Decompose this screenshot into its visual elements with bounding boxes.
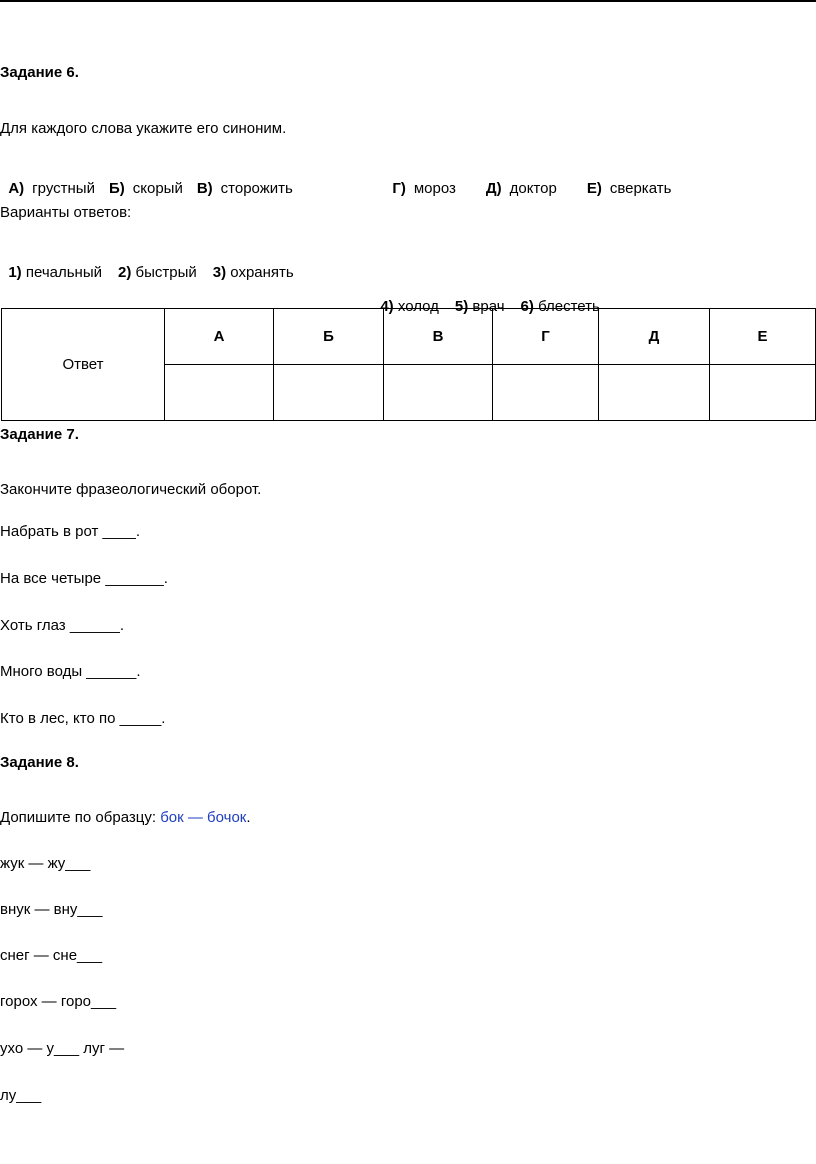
word-letter-v: В) — [196, 180, 213, 197]
variant-num-5: 5) — [454, 298, 469, 315]
task6-words-row-2 — [384, 162, 671, 198]
task8-item-5: ухо — у___ луг — — [0, 1040, 125, 1057]
answer-table — [1, 308, 816, 421]
word-v: сторожить — [220, 180, 293, 197]
task6-instruction: Для каждого слова укажите его синоним. — [0, 120, 287, 137]
word-d: доктор — [509, 180, 557, 197]
word-b: скорый — [132, 180, 183, 197]
task8-item-1: жук — жу___ — [0, 855, 91, 872]
word-letter-d: Д) — [485, 180, 502, 197]
variant-6: блестеть — [538, 298, 600, 315]
answer-cell-e[interactable] — [710, 365, 816, 421]
variant-num-4: 4) — [380, 298, 394, 315]
task8-item-6: лу___ — [0, 1087, 42, 1104]
answer-cell-v[interactable] — [384, 365, 493, 421]
word-letter-b: Б) — [108, 180, 125, 197]
answer-header-e: Е — [710, 309, 816, 365]
top-rule — [0, 0, 816, 2]
answer-cell-g[interactable] — [493, 365, 599, 421]
variant-num-1: 1) — [8, 264, 22, 281]
task8-item-2: внук — вну___ — [0, 901, 103, 918]
variant-num-3: 3) — [212, 264, 227, 281]
answer-header-b: Б — [274, 309, 384, 365]
answer-header-a: А — [165, 309, 274, 365]
answer-row-label: Ответ — [2, 309, 165, 421]
task8-example: бок — бочок — [160, 809, 247, 826]
answer-header-v: В — [384, 309, 493, 365]
task7-item-5: Кто в лес, кто по _____. — [0, 710, 166, 727]
variant-num-6: 6) — [520, 298, 534, 315]
variant-4: холод — [397, 298, 439, 315]
task8-instruction-suffix: . — [246, 809, 251, 826]
word-letter-e: Е) — [586, 180, 602, 197]
variant-2: быстрый — [135, 264, 197, 281]
variant-3: охранять — [230, 264, 294, 281]
answer-header-g: Г — [493, 309, 599, 365]
word-e: сверкать — [609, 180, 672, 197]
word-a: грустный — [32, 180, 95, 197]
variant-num-2: 2) — [118, 264, 132, 281]
variant-5: врач — [472, 298, 505, 315]
answer-cell-b[interactable] — [274, 365, 384, 421]
task8-instruction — [0, 809, 251, 827]
task6-variants-row-1 — [0, 246, 294, 282]
variant-1: печальный — [25, 264, 102, 281]
answer-cell-a[interactable] — [165, 365, 274, 421]
task7-item-3: Хоть глаз ______. — [0, 617, 125, 634]
word-letter-a: А) — [8, 180, 25, 197]
answer-cell-d[interactable] — [599, 365, 710, 421]
task8-instruction-prefix: Допишите по образцу: — [0, 809, 161, 826]
task8-item-3: снег — сне___ — [0, 947, 103, 964]
task7-item-1: Набрать в рот ____. — [0, 523, 141, 540]
task7-item-4: Много воды ______. — [0, 663, 141, 680]
task7-instruction: Закончите фразеологический оборот. — [0, 481, 262, 498]
word-letter-g: Г) — [392, 180, 406, 197]
task7-title: Задание 7. — [0, 426, 79, 443]
task6-variants-label: Варианты ответов: — [0, 204, 132, 221]
task7-item-2: На все четыре _______. — [0, 570, 168, 587]
task8-title: Задание 8. — [0, 754, 79, 771]
task8-item-4: горох — горо___ — [0, 993, 117, 1010]
word-g: мороз — [413, 180, 456, 197]
answer-header-d: Д — [599, 309, 710, 365]
task6-words-row — [0, 162, 293, 198]
task6-title: Задание 6. — [0, 64, 79, 81]
